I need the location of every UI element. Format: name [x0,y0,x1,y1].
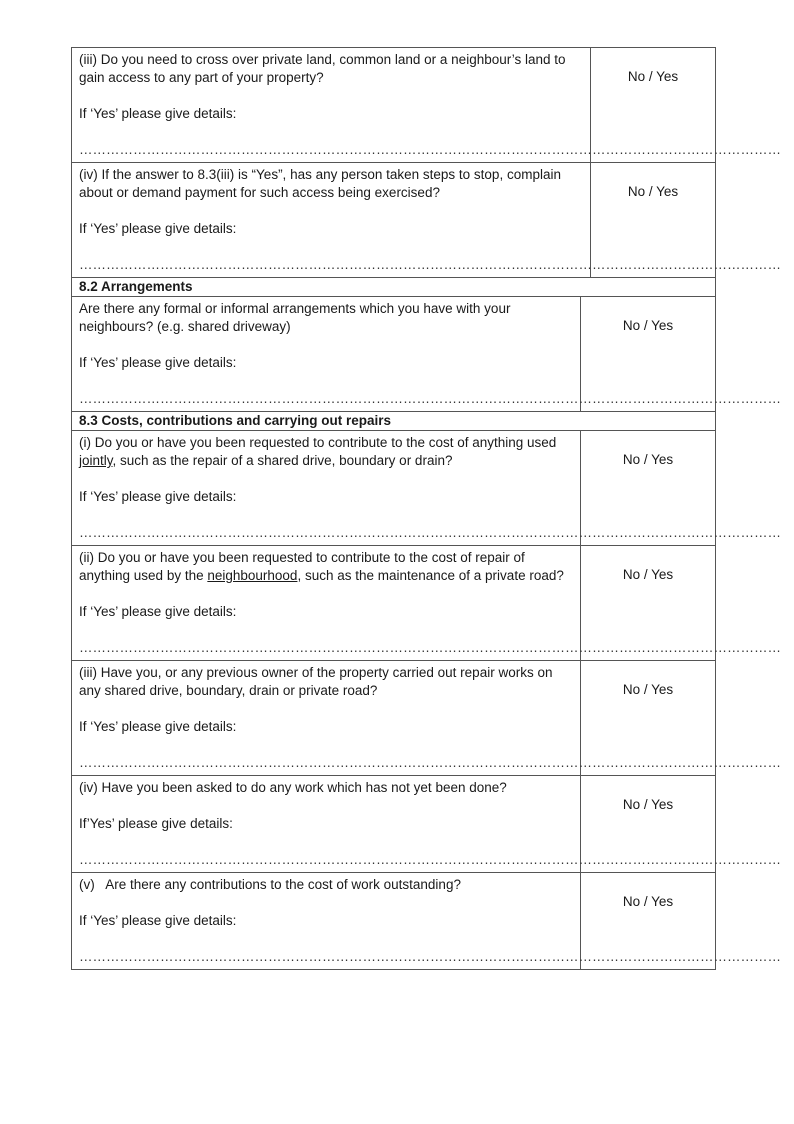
question-text-line1: (iii) Have you, or any previous owner of the property carried out repair works on [79,665,553,680]
details-prompt: If ‘Yes’ please give details: [79,221,237,236]
question-text-line1: (iv) Have you been asked to do any work which has not yet been done? [79,780,507,795]
question-block-8-1-iii [71,47,781,163]
details-prompt: If ‘Yes’ please give details: [79,489,237,504]
question-text-line1: (iv) If the answer to 8.3(iii) is “Yes”, has any person taken steps to stop, complain [79,167,561,182]
question-text-line2 [79,452,573,470]
question-row-8-3-ii [71,546,781,661]
details-prompt: If ‘Yes’ please give details: [79,913,237,928]
section-heading-8-2: 8.2 Arrangements [71,278,716,297]
question-text-line2: neighbours? (e.g. shared driveway) [79,319,291,334]
question-row-8-3-iv [71,776,781,873]
question-row-8-3-iii [71,661,781,776]
question-row-8-3-v [71,873,781,970]
answer-cell[interactable] [591,163,715,277]
answer-cell[interactable] [581,297,715,411]
details-prompt: If ‘Yes’ please give details: [79,719,237,734]
details-answer-line[interactable]: ………………………………………………………………………………………………………………………………………… [79,525,781,540]
details-answer-line[interactable]: ………………………………………………………………………………………………………………………………………… [79,852,781,867]
no-yes-answer[interactable]: No / Yes [627,184,679,199]
question-text-line1: (iii) Do you need to cross over private land, common land or a neighbour’s land to [79,52,566,67]
no-yes-answer[interactable]: No / Yes [622,682,674,697]
details-answer-line[interactable]: ………………………………………………………………………………………………………………………………………… [79,391,781,406]
question-text-rest: , such as the maintenance of a private road? [297,568,564,583]
question-row [71,163,781,278]
no-yes-answer[interactable]: No / Yes [622,567,674,582]
question-text-line1: (v) Are there any contributions to the cost of work outstanding? [79,877,461,892]
no-yes-answer[interactable]: No / Yes [622,797,674,812]
details-prompt: If ‘Yes’ please give details: [79,604,237,619]
question-text-line1: Are there any formal or informal arrangements which you have with your [79,301,511,316]
details-prompt: If’Yes’ please give details: [79,816,233,831]
details-answer-line[interactable]: ………………………………………………………………………………………………………………………………………… [79,640,781,655]
details-answer-line[interactable]: ………………………………………………………………………………………………………………………………………… [79,142,781,157]
underlined-word-neighbourhood: neighbourhood [207,568,298,583]
section-8-3 [71,412,781,970]
section-8-2 [71,278,781,412]
answer-cell[interactable] [581,431,715,545]
underlined-word-jointly: jointly [79,453,113,468]
question-text-line2 [79,567,573,585]
question-row [71,297,781,412]
no-yes-answer[interactable]: No / Yes [627,69,679,84]
question-text-line2: gain access to any part of your property? [79,70,324,85]
question-row [71,47,781,163]
no-yes-answer[interactable]: No / Yes [622,318,674,333]
no-yes-answer[interactable]: No / Yes [622,452,674,467]
no-yes-answer[interactable]: No / Yes [622,894,674,909]
question-row-8-3-i [71,431,781,546]
question-text-rest: , such as the repair of a shared drive, boundary or drain? [112,453,453,468]
answer-cell[interactable] [581,661,715,775]
section-heading-8-3: 8.3 Costs, contributions and carrying out repairs [71,412,716,431]
question-text-line2: about or demand payment for such access being exercised? [79,185,440,200]
details-prompt: If ‘Yes’ please give details: [79,106,237,121]
details-answer-line[interactable]: ………………………………………………………………………………………………………………………………………… [79,949,781,964]
question-text-line2: any shared drive, boundary, drain or private road? [79,683,378,698]
question-block-8-1-iv [71,163,781,278]
details-answer-line[interactable]: ………………………………………………………………………………………………………………………………………… [79,257,781,272]
details-answer-line[interactable]: ………………………………………………………………………………………………………………………………………… [79,755,781,770]
details-prompt: If ‘Yes’ please give details: [79,355,237,370]
question-text-pre: anything used by the [79,568,208,583]
question-text-line1: (ii) Do you or have you been requested to contribute to the cost of repair of [79,550,525,565]
answer-cell[interactable] [581,546,715,660]
question-text-line1: (i) Do you or have you been requested to contribute to the cost of anything used [79,435,557,450]
answer-cell[interactable] [591,48,715,162]
answer-cell[interactable] [581,776,715,872]
answer-cell[interactable] [581,873,715,969]
